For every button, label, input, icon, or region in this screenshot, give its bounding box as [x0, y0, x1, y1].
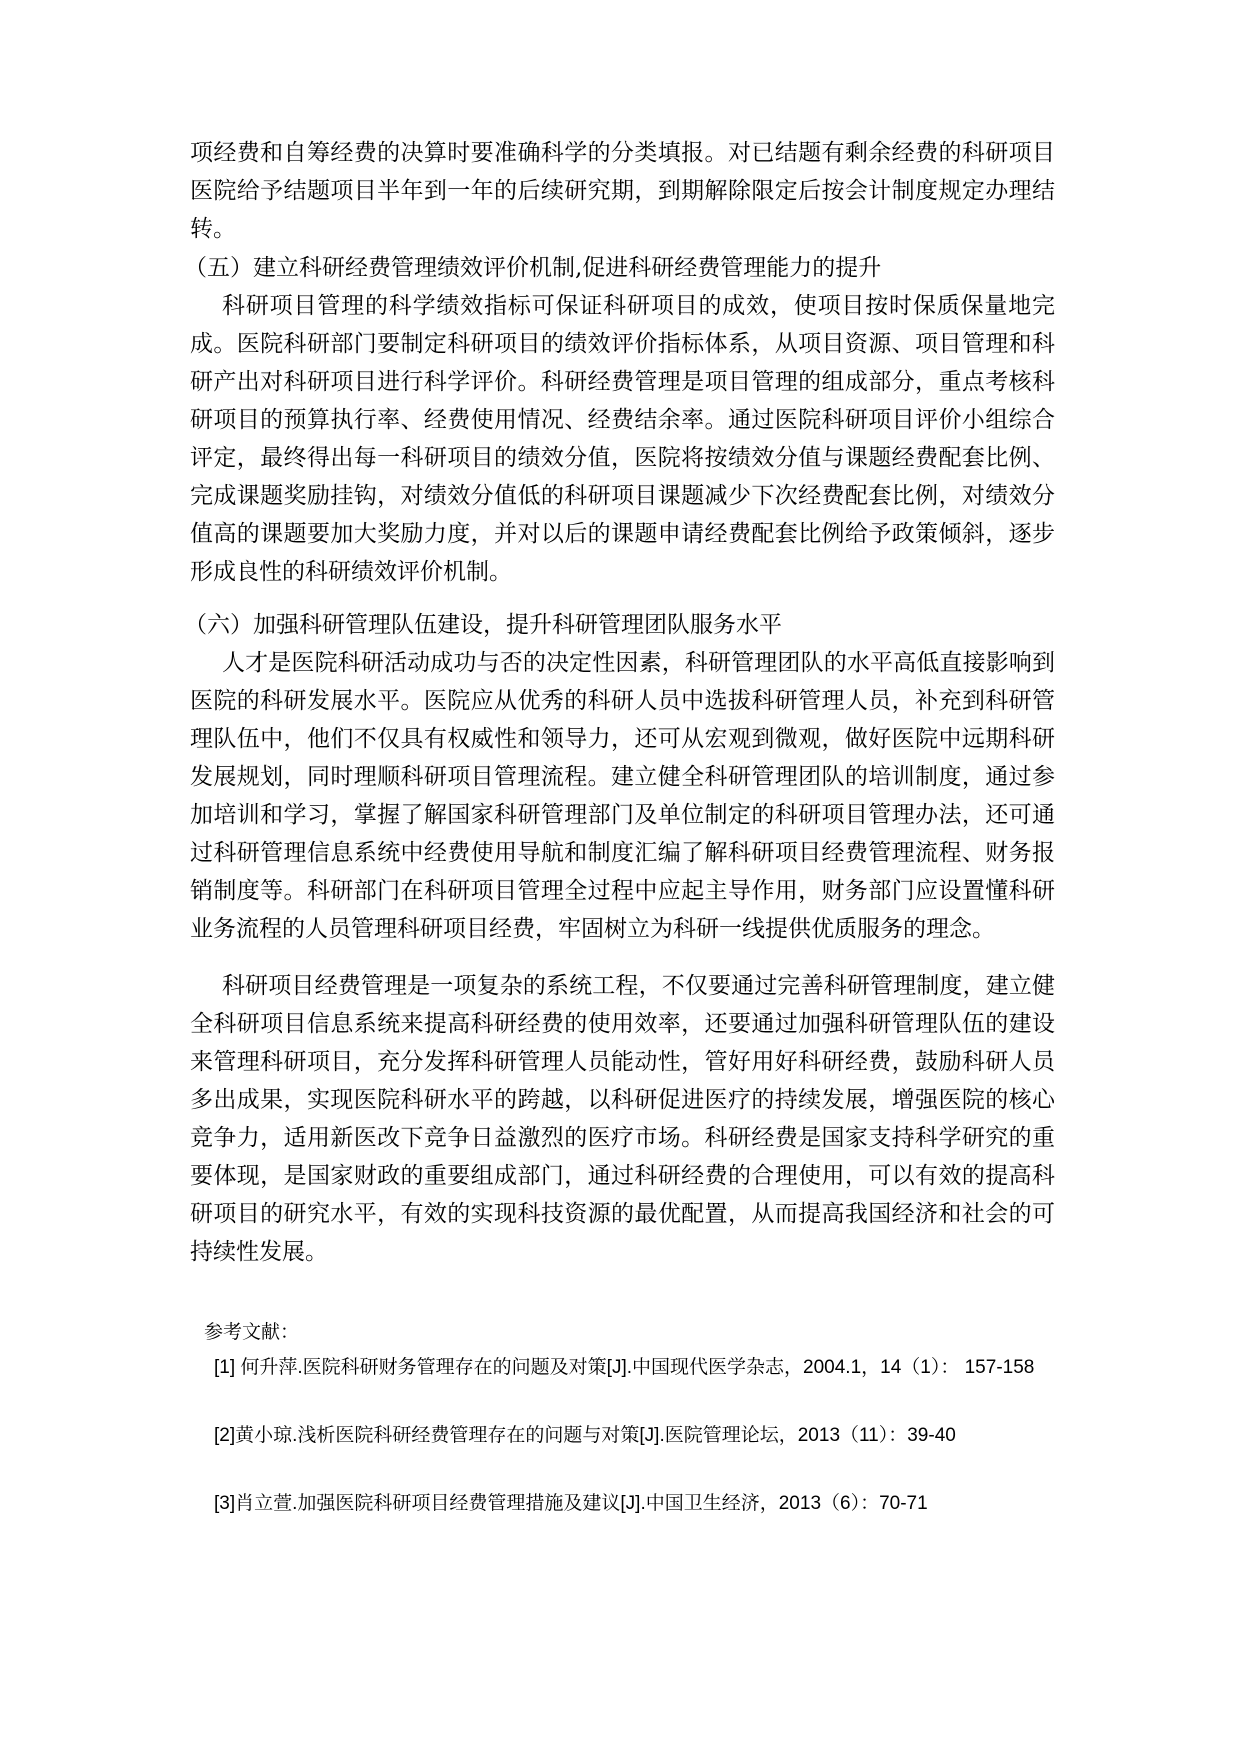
reference-item-2: [2]黄小琼.浅析医院科研经费管理存在的问题与对策[J].医院管理论坛，2013（11）：39-40 [214, 1425, 956, 1446]
paragraph-team-building: 人才是医院科研活动成功与否的决定性因素，科研管理团队的水平高低直接影响到医院的科研发展水平。医院应从优秀的科研人员中选拔科研管理人员，补充到科研管理队伍中，他们不仅具有权威性和领导力，还可从宏观到微观，做好医院中远期科研发展规划，同时理顺科研项目管理流程。建立健全科研管理团队的培训制度，通过参加培训和学习，掌握了解国家科研管理部门及单位制定的科研项目管理办法，还可通过科研管理信息系统中经费使用导航和制度汇编了解科研项目经费管理流程、财务报销制度等。科研部门在科研项目管理全过程中应起主导作用，财务部门应设置懂科研业务流程的人员管理科研项目经费，牢固树立为科研一线提供优质服务的理念。 [190, 650, 1055, 942]
section-heading-6: （六）加强科研管理队伍建设，提升科研管理团队服务水平 [184, 612, 782, 638]
paragraph-performance-evaluation: 科研项目管理的科学绩效指标可保证科研项目的成效，使项目按时保质保量地完成。医院科研部门要制定科研项目的绩效评价指标体系，从项目资源、项目管理和科研产出对科研项目进行科学评价。科研经费管理是项目管理的组成部分，重点考核科研项目的预算执行率、经费使用情况、经费结余率。通过医院科研项目评价小组综合评定，最终得出每一科研项目的绩效分值，医院将按绩效分值与课题经费配套比例、完成课题奖励挂钩，对绩效分值低的科研项目课题减少下次经费配套比例，对绩效分值高的课题要加大奖励力度，并对以后的课题申请经费配套比例给予政策倾斜，逐步形成良性的科研绩效评价机制。 [190, 293, 1055, 585]
references-title: 参考文献： [204, 1322, 300, 1343]
reference-item-1: [1] 何升萍.医院科研财务管理存在的问题及对策[J].中国现代医学杂志，2004.1，14（1）： 157-158 [214, 1357, 1035, 1378]
reference-item-3: [3]肖立萱.加强医院科研项目经费管理措施及建议[J].中国卫生经济，2013（6）：70-71 [214, 1493, 928, 1514]
paragraph-fund-settlement: 项经费和自筹经费的决算时要准确科学的分类填报。对已结题有剩余经费的科研项目医院给予结题项目半年到一年的后续研究期，到期解除限定后按会计制度规定办理结转。 [190, 140, 1055, 242]
paragraph-conclusion: 科研项目经费管理是一项复杂的系统工程，不仅要通过完善科研管理制度，建立健全科研项目信息系统来提高科研经费的使用效率，还要通过加强科研管理队伍的建设来管理科研项目，充分发挥科研管理人员能动性，管好用好科研经费，鼓励科研人员多出成果，实现医院科研水平的跨越，以科研促进医疗的持续发展，增强医院的核心竞争力，适用新医改下竞争日益激烈的医疗市场。科研经费是国家支持科学研究的重要体现，是国家财政的重要组成部门，通过科研经费的合理使用，可以有效的提高科研项目的研究水平，有效的实现科技资源的最优配置，从而提高我国经济和社会的可持续性发展。 [190, 973, 1055, 1265]
section-heading-5: （五）建立科研经费管理绩效评价机制,促进科研经费管理能力的提升 [184, 255, 882, 281]
